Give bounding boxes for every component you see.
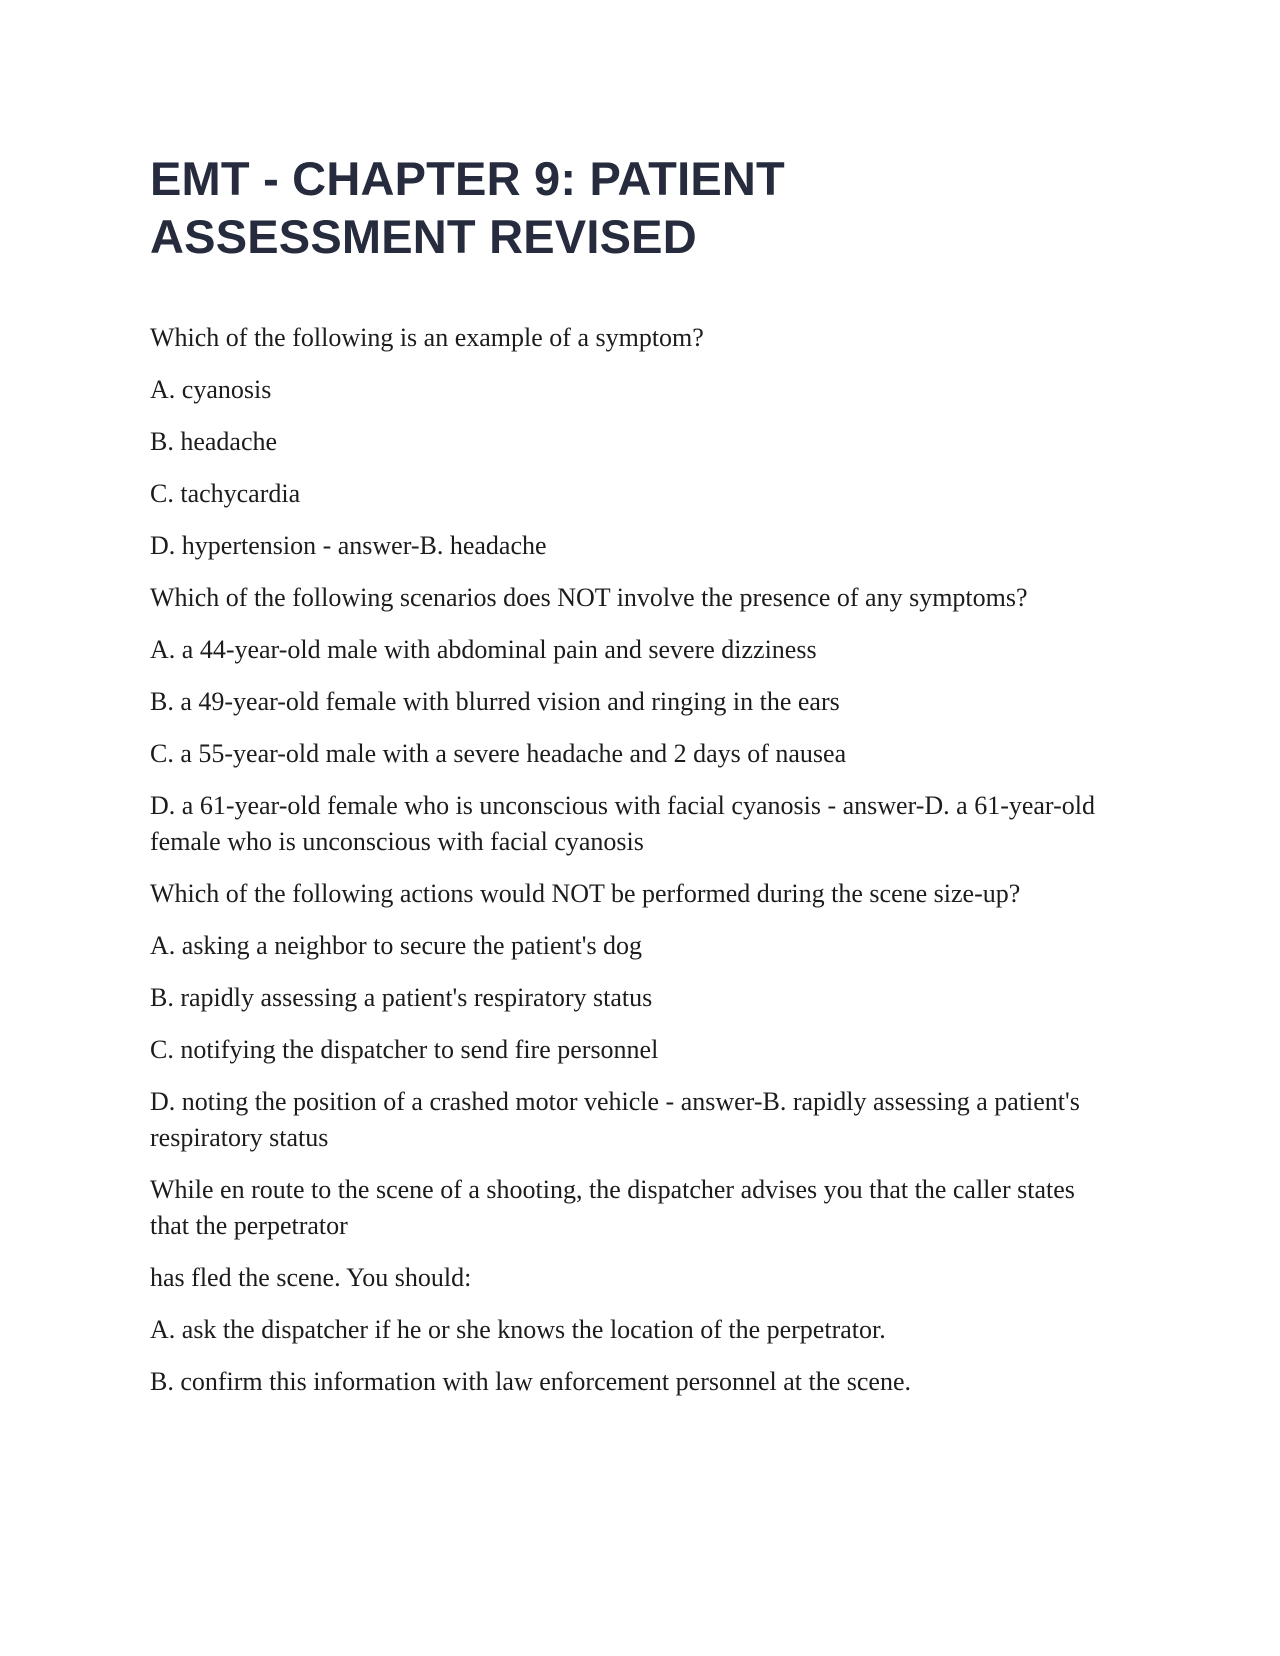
question-4-option-b: B. confirm this information with law enforcement personnel at the scene. [150,1367,911,1396]
question-3-option-b: B. rapidly assessing a patient's respiratory status [150,983,653,1012]
question-2-text: Which of the following scenarios does NOT involve the presence of any symptoms? [150,583,1028,612]
question-1-text: Which of the following is an example of a symptom? [150,323,704,352]
question-1-option-d-answer: D. hypertension - answer-B. headache [150,531,547,560]
question-3-option-c: C. notifying the dispatcher to send fire personnel [150,1035,659,1064]
question-4-text: While en route to the scene of a shooting, the dispatcher advises you that the caller states that the perpetrator [150,1175,1075,1240]
question-2-option-a: A. a 44-year-old male with abdominal pain and severe dizziness [150,635,817,664]
question-3-option-d-answer: D. noting the position of a crashed motor vehicle - answer-B. rapidly assessing a patient's respiratory status [150,1087,1080,1152]
question-4-option-a: A. ask the dispatcher if he or she knows the location of the perpetrator. [150,1315,886,1344]
document-title: EMT - CHAPTER 9: PATIENT ASSESSMENT REVISED [150,152,785,263]
question-2-option-d-answer: D. a 61-year-old female who is unconscious with facial cyanosis - answer-D. a 61-year-old female who is unconscious with facial cyanosis [150,791,1095,856]
question-2-option-c: C. a 55-year-old male with a severe headache and 2 days of nausea [150,739,847,768]
question-3-text: Which of the following actions would NOT be performed during the scene size-up? [150,879,1021,908]
question-1-option-b: B. headache [150,427,278,456]
document-page [150,150,1120,1416]
question-2-option-b: B. a 49-year-old female with blurred vision and ringing in the ears [150,687,840,716]
question-4-text-continued: has fled the scene. You should: [150,1263,472,1292]
question-1-option-a: A. cyanosis [150,375,272,404]
question-1-option-c: C. tachycardia [150,479,301,508]
question-3-option-a: A. asking a neighbor to secure the patient's dog [150,931,643,960]
